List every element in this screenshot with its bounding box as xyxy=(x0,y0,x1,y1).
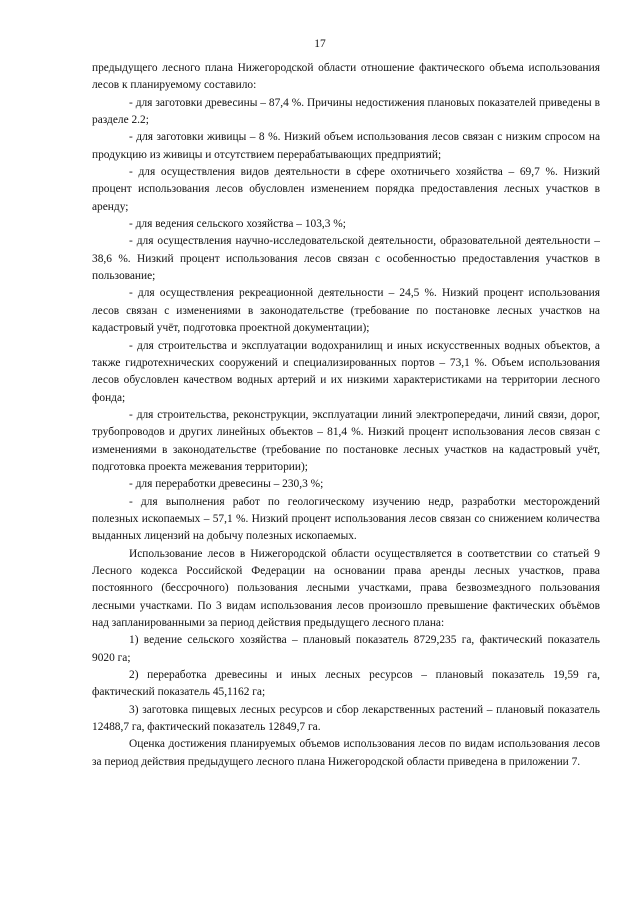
list-item-recreation: - для осуществления рекреационной деятельности – 24,5 %. Низкий процент использования лесов связан с изменениями в законодательстве (требование по постановке лесных участков на кадастровый учёт, подготовка проектной документации); xyxy=(92,287,600,335)
paragraph-continuation: предыдущего лесного плана Нижегородской области отношение фактического объема использования лесов к планируемому составило: xyxy=(92,62,600,92)
numbered-item-wood-processing: 2) переработка древесины и иных лесных ресурсов – плановый показатель 19,59 га, фактический показатель 45,1162 га; xyxy=(92,669,600,699)
list-item-agriculture: - для ведения сельского хозяйства – 103,3 %; xyxy=(129,218,346,231)
numbered-item-agriculture: 1) ведение сельского хозяйства – плановый показатель 8729,235 га, фактический показатель 9020 га; xyxy=(92,634,600,664)
list-item-geology: - для выполнения работ по геологическому изучению недр, разработки месторождений полезных ископаемых – 57,1 %. Низкий процент использования лесов связан со снижением количества выданных лицензий на добычу полезных ископаемых. xyxy=(92,495,600,543)
list-item-linear-objects: - для строительства, реконструкции, эксплуатации линий электропередачи, линий связи, дорог, трубопроводов и других линейных объектов – 81,4 %. Низкий процент использования лесов связан с изменениями в законодательстве (требование по постановке лесных участков на кадастровый учёт, подготовка проекта межевания территории); xyxy=(92,408,600,473)
list-item-wood-processing: - для переработки древесины – 230,3 %; xyxy=(129,478,324,491)
list-item-research-education: - для осуществления научно-исследовательской деятельности, образовательной деятельности – 38,6 %. Низкий процент использования лесов связан с особенностью предоставления участков в пользование; xyxy=(92,235,600,283)
list-item-timber-harvesting: - для заготовки древесины – 87,4 %. Причины недостижения плановых показателей приведены в разделе 2.2; xyxy=(92,96,600,127)
list-item-resin-harvesting: - для заготовки живицы – 8 %. Низкий объем использования лесов связан с низким спросом на продукцию из живицы и отсутствием перерабатывающих предприятий; xyxy=(92,131,600,161)
list-item-water-objects: - для строительства и эксплуатации водохранилищ и иных искусственных водных объектов, а также гидротехнических сооружений и специализированных портов – 73,1 %. Объем использования лесов обусловлен качеством водных артерий и их низкими характеристиками на территории лесного фонда; xyxy=(92,339,600,404)
paragraph-assessment: Оценка достижения планируемых объемов использования лесов по видам использования лесов за период действия предыдущего лесного плана Нижегородской области приведена в приложении 7. xyxy=(92,738,600,768)
list-item-hunting: - для осуществления видов деятельности в сфере охотничьего хозяйства – 69,7 %. Низкий процент использования лесов обусловлен изменением порядка предоставления лесных участков в аренду; xyxy=(92,166,600,213)
page-number: 17 xyxy=(314,38,326,50)
document-body xyxy=(92,60,600,771)
numbered-item-food-resources: 3) заготовка пищевых лесных ресурсов и сбор лекарственных растений – плановый показатель 12488,7 га, фактический показатель 12849,7 га. xyxy=(92,703,600,734)
paragraph-forest-use: Использование лесов в Нижегородской области осуществляется в соответствии со статьей 9 Лесного кодекса Российской Федерации на основании права аренды лесных участков, права постоянного (бессрочного) пользования лесными участками, права безвозмездного пользования лесными участками. По 3 видам использования лесов произошло превышение фактических объёмов над запланированными за период действия предыдущего лесного плана: xyxy=(92,547,600,629)
